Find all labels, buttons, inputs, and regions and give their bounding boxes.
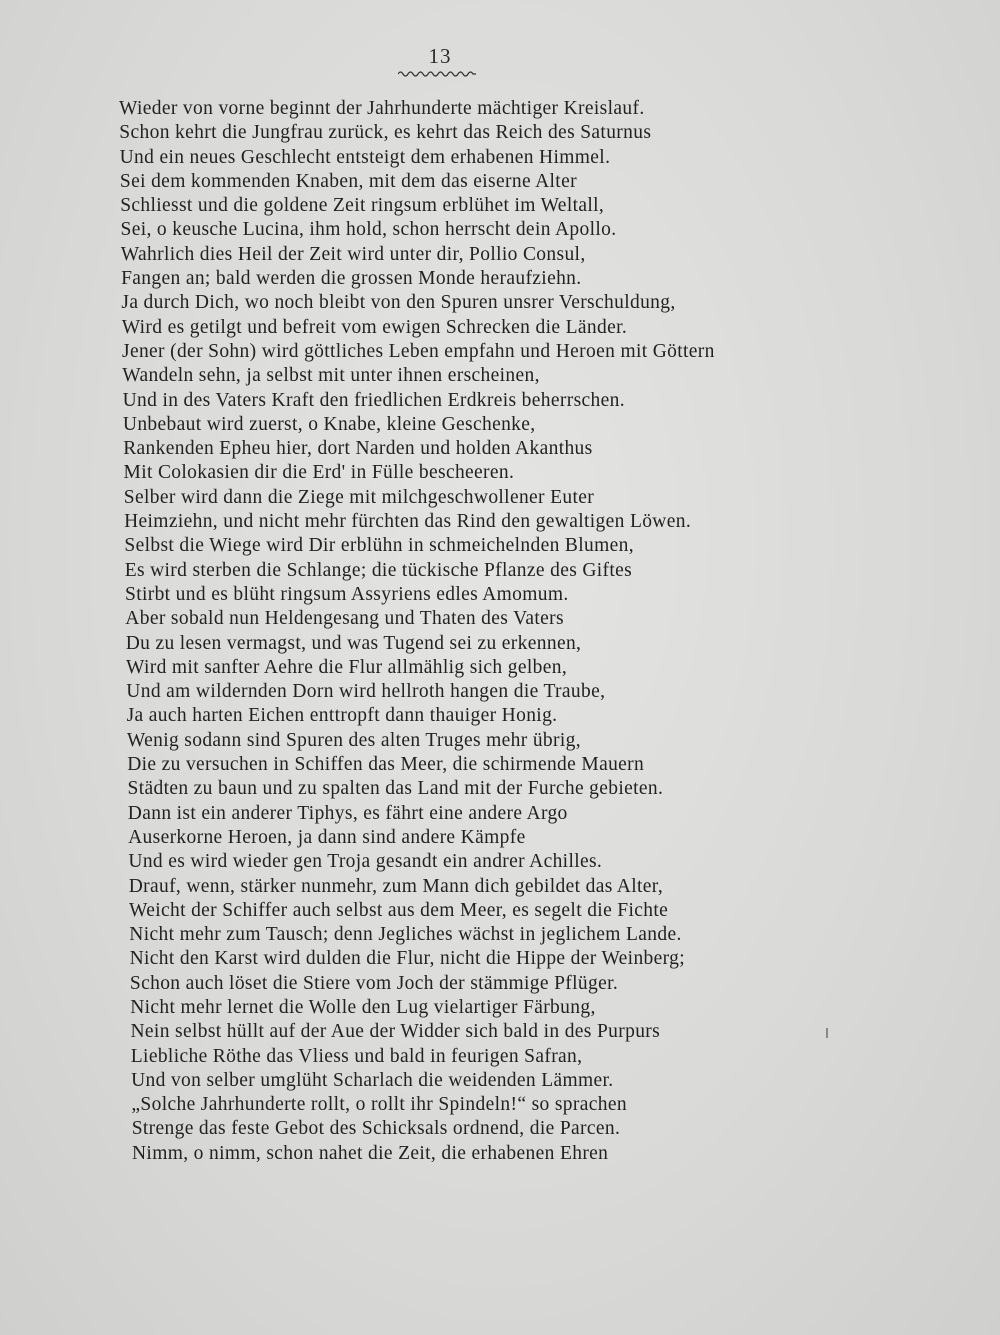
poem-line: Aber sobald nun Heldengesang und Thaten des Vaters [125, 608, 564, 630]
poem-line: Drauf, wenn, stärker nunmehr, zum Mann dich gebildet das Alter, [128, 875, 664, 897]
poem-line: Wird mit sanfter Aehre die Flur allmählig sich gelben, [126, 656, 568, 678]
poem-line: Heimziehn, und nicht mehr fürchten das Rind den gewaltigen Löwen. [124, 511, 692, 533]
poem-line: Stirbt und es blüht ringsum Assyriens edles Amomum. [125, 583, 569, 605]
poem-line: Nimm, o nimm, schon nahet die Zeit, die erhabenen Ehren [132, 1142, 609, 1164]
poem-line: Und am wildernden Dorn wird hellroth hangen die Traube, [126, 681, 606, 703]
poem-line: Schon auch löset die Stiere vom Joch der stämmige Pflüger. [129, 972, 619, 994]
poem-line: Wahrlich dies Heil der Zeit wird unter dir, Pollio Consul, [120, 243, 586, 265]
poem-line: Mit Colokasien dir die Erd' in Fülle bescheeren. [123, 462, 515, 484]
poem-line: Selber wird dann die Ziege mit milchgeschwollener Euter [123, 486, 595, 508]
poem-line: Selbst die Wiege wird Dir erblühn in schmeichelnden Blumen, [124, 535, 634, 557]
print-speck [826, 1028, 828, 1038]
poem-line: Die zu versuchen in Schiffen das Meer, die schirmende Mauern [127, 754, 645, 776]
poem-line: Nicht mehr zum Tausch; denn Jegliches wächst in jeglichem Lande. [129, 924, 682, 946]
poem-line: Wandeln sehn, ja selbst mit unter ihnen erscheinen, [122, 365, 540, 387]
poem-line: Nicht den Karst wird dulden die Flur, nicht die Hippe der Weinberg; [129, 948, 686, 970]
poem-line: „Solche Jahrhunderte rollt, o rollt ihr Spindeln!“ so sprachen [131, 1094, 627, 1116]
poem-line: Nicht mehr lernet die Wolle den Lug vielartiger Färbung, [130, 996, 596, 1018]
poem-line: Jener (der Sohn) wird göttliches Leben empfahn und Heroen mit Göttern [122, 340, 715, 362]
poem-line: Rankenden Epheu hier, dort Narden und holden Akanthus [123, 438, 593, 460]
poem-line: Und es wird wieder gen Troja gesandt ein andrer Achilles. [128, 851, 603, 873]
poem-line: Wird es getilgt und befreit vom ewigen Schrecken die Länder. [121, 316, 628, 338]
poem-line: Du zu lesen vermagst, und was Tugend sei zu erkennen, [125, 632, 582, 654]
poem-line: Ja auch harten Eichen enttropft dann thauiger Honig. [126, 705, 558, 727]
poem-line: Dann ist ein anderer Tiphys, es fährt eine andere Argo [127, 802, 568, 824]
poem-line: Weicht der Schiffer auch selbst aus dem Meer, es segelt die Fichte [129, 899, 669, 921]
poem-line: Unbebaut wird zuerst, o Knabe, kleine Geschenke, [122, 413, 536, 435]
poem-line: Auserkorne Heroen, ja dann sind andere Kämpfe [128, 826, 526, 848]
poem-line: Sei dem kommenden Knaben, mit dem das eiserne Alter [119, 170, 577, 192]
poem-line: Und von selber umglüht Scharlach die weidenden Lämmer. [131, 1069, 614, 1091]
poem-line: Schliesst und die goldene Zeit ringsum erblühet im Weltall, [120, 195, 605, 217]
poem-line: Städten zu baun und zu spalten das Land mit der Furche gebieten. [127, 778, 664, 800]
poem-line: Sei, o keusche Lucina, ihm hold, schon herrscht dein Apollo. [120, 219, 617, 241]
poem-line: Liebliche Röthe das Vliess und bald in feurigen Safran, [130, 1045, 583, 1067]
poem-line: Strenge das feste Gebot des Schicksals ordnend, die Parcen. [131, 1118, 621, 1140]
poem-line: Schon kehrt die Jungfrau zurück, es kehrt das Reich des Saturnus [119, 122, 652, 144]
poem-line: Und ein neues Geschlecht entsteigt dem erhabenen Himmel. [119, 146, 611, 168]
poem-line: Nein selbst hüllt auf der Aue der Widder sich bald in des Purpurs [130, 1021, 661, 1043]
poem-line: Fangen an; bald werden die grossen Monde heraufziehn. [121, 268, 582, 290]
poem-text [0, 97, 1000, 1166]
page-number: 13 [428, 44, 452, 68]
poem-line: Es wird sterben die Schlange; die tückische Pflanze des Giftes [124, 559, 633, 581]
poem-line: Und in des Vaters Kraft den friedlichen Erdkreis beherrschen. [122, 389, 625, 411]
wavy-rule-ornament [398, 70, 476, 78]
poem-line: Ja durch Dich, wo noch bleibt von den Spuren unsrer Verschuldung, [121, 292, 676, 314]
poem-line: Wieder von vorne beginnt der Jahrhunderte mächtiger Kreislauf. [119, 98, 645, 119]
poem-line: Wenig sodann sind Spuren des alten Truges mehr übrig, [126, 729, 581, 751]
